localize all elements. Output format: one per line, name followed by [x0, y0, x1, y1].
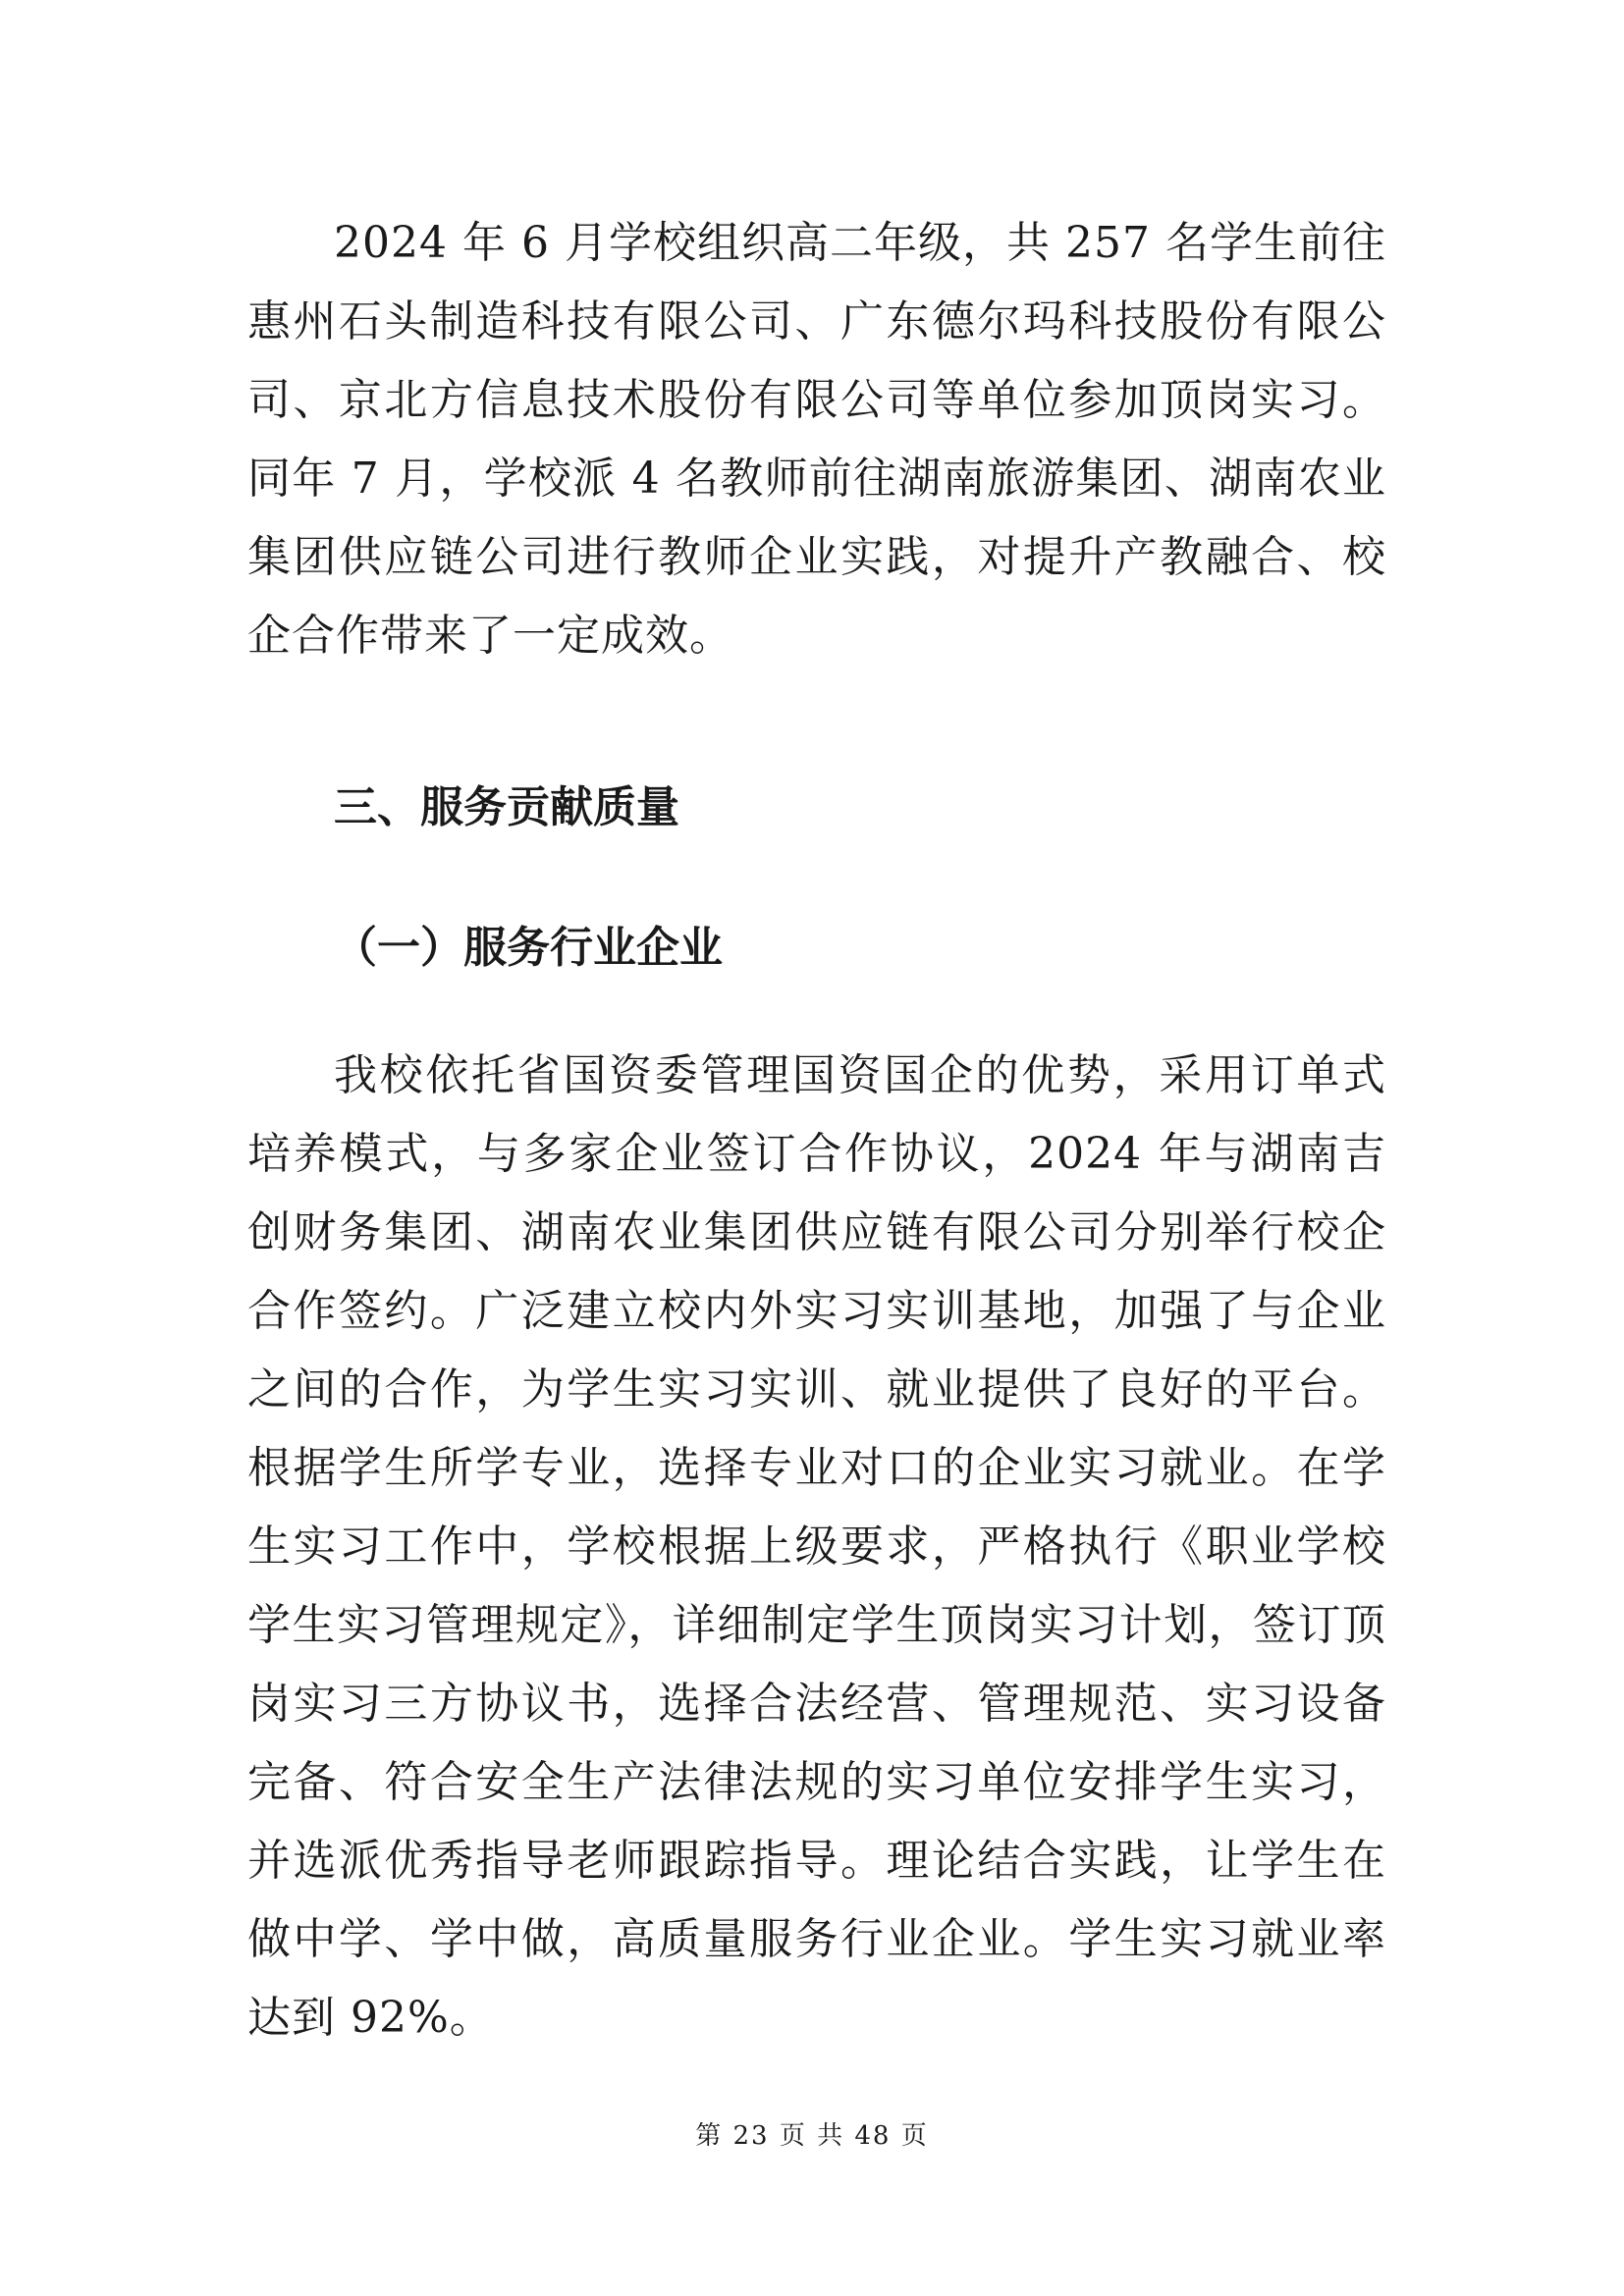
section-heading: 三、服务贡献质量 — [334, 782, 679, 832]
page-number: 第 23 页 共 48 页 — [695, 2121, 929, 2151]
paragraph-internship: 2024 年 6 月学校组织高二年级，共 257 名学生前往惠州石头制造科技有限公司、广东德尔玛科技股份有限公司、京北方信息技术股份有限公司等单位参加顶岗实习。同年 7 月，学校派 4 名教师前往湖南旅游集团、湖南农业集团供应链公司进行教师企业实践，对提升产教融合、校企合作带来了一定成效。 — [247, 218, 1386, 661]
paragraph-service-industry: 我校依托省国资委管理国资国企的优势，采用订单式培养模式，与多家企业签订合作协议，2024 年与湖南吉创财务集团、湖南农业集团供应链有限公司分别举行校企合作签约。广泛建立校内外实习实训基地，加强了与企业之间的合作，为学生实习实训、就业提供了良好的平台。根据学生所学专业，选择专业对口的企业实习就业。在学生实习工作中，学校根据上级要求，严格执行《职业学校学生实习管理规定》，详细制定学生顶岗实习计划，签订顶岗实习三方协议书，选择合法经营、管理规范、实习设备完备、符合安全生产法律法规的实习单位安排学生实习，并选派优秀指导老师跟踪指导。理论结合实践，让学生在做中学、学中做，高质量服务行业企业。学生实习就业率达到 92%。 — [247, 1050, 1386, 2043]
subsection-heading: （一）服务行业企业 — [334, 923, 723, 973]
